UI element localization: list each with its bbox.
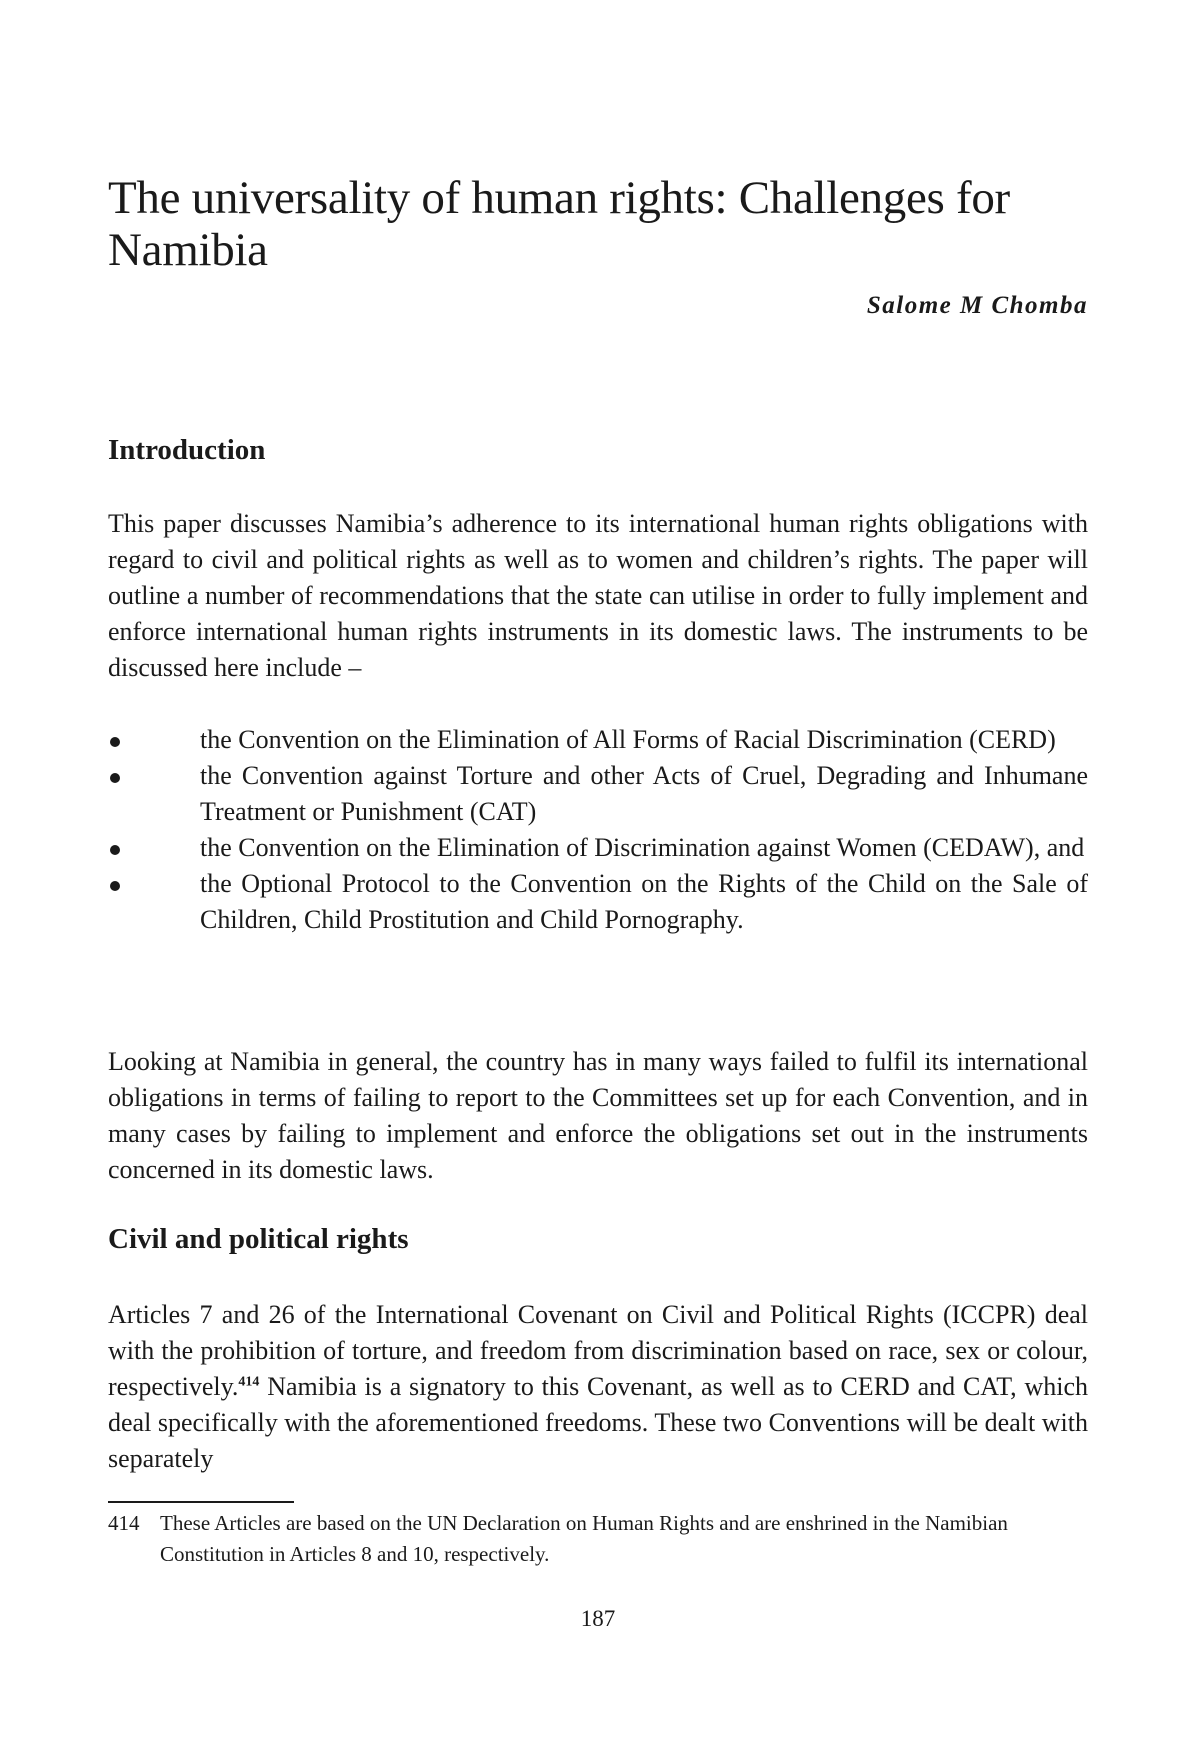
list-item [108, 722, 1088, 758]
section-heading-civil-political-rights: Civil and political rights [108, 1223, 409, 1255]
list-item [108, 830, 1088, 866]
page-title: The universality of human rights: Challenges for Namibia [108, 172, 1010, 276]
introduction-paragraph-2: Looking at Namibia in general, the country has in many ways failed to fulfil its international obligations in terms of failing to report to the Committees set up for each Convention, and in many cases by failing to implement and enforce the obligations set out in the instruments concerned in its domestic laws. [108, 1047, 1088, 1184]
section-heading-introduction: Introduction [108, 434, 266, 466]
footnote-number: 414 [108, 1511, 140, 1535]
civil-political-paragraph [108, 1297, 1088, 1477]
document-page [108, 0, 1088, 1745]
footnote-reference[interactable]: 414 [238, 1374, 260, 1390]
footnote-text: These Articles are based on the UN Declaration on Human Rights and are enshrined in the Namibian Constitution in Articles 8 and 10, respectively. [160, 1511, 1008, 1566]
footnote [108, 1508, 1088, 1570]
list-item-text: the Convention on the Elimination of All Forms of Racial Discrimination (CERD) [200, 725, 1056, 754]
paragraph-text-part-2: Namibia is a signatory to this Covenant, as well as to CERD and CAT, which deal specifically with the aforementioned freedoms. These two Conventions will be dealt with separately [108, 1372, 1088, 1473]
list-item-text: the Convention on the Elimination of Discrimination against Women (CEDAW), and [200, 833, 1085, 862]
page-number: 187 [580, 1606, 616, 1631]
bullet-icon [110, 773, 120, 783]
bullet-icon [110, 737, 120, 747]
paragraph-text-part-1: Articles 7 and 26 of the International Covenant on Civil and Political Rights (ICCPR) deal with the prohibition of torture, and freedom from discrimination based on race, sex or colour, respectively. [108, 1300, 1088, 1401]
list-item-text: the Optional Protocol to the Convention on the Rights of the Child on the Sale of Children, Child Prostitution and Child Pornography. [200, 869, 1088, 934]
author-name: Salome M Chomba [866, 292, 1088, 319]
instruments-list [108, 722, 1088, 938]
list-item [108, 866, 1088, 938]
list-item [108, 758, 1088, 830]
footnote-divider [108, 1501, 294, 1503]
list-item-text: the Convention against Torture and other Acts of Cruel, Degrading and Inhumane Treatment or Punishment (CAT) [200, 761, 1088, 826]
introduction-paragraph-1: This paper discusses Namibia’s adherence to its international human rights obligations with regard to civil and political rights as well as to women and children’s rights. The paper will outline a number of recommendations that the state can utilise in order to fully implement and enforce international human rights instruments in its domestic laws. The instruments to be discussed here include – [108, 509, 1088, 682]
bullet-icon [110, 845, 120, 855]
bullet-icon [110, 881, 120, 891]
